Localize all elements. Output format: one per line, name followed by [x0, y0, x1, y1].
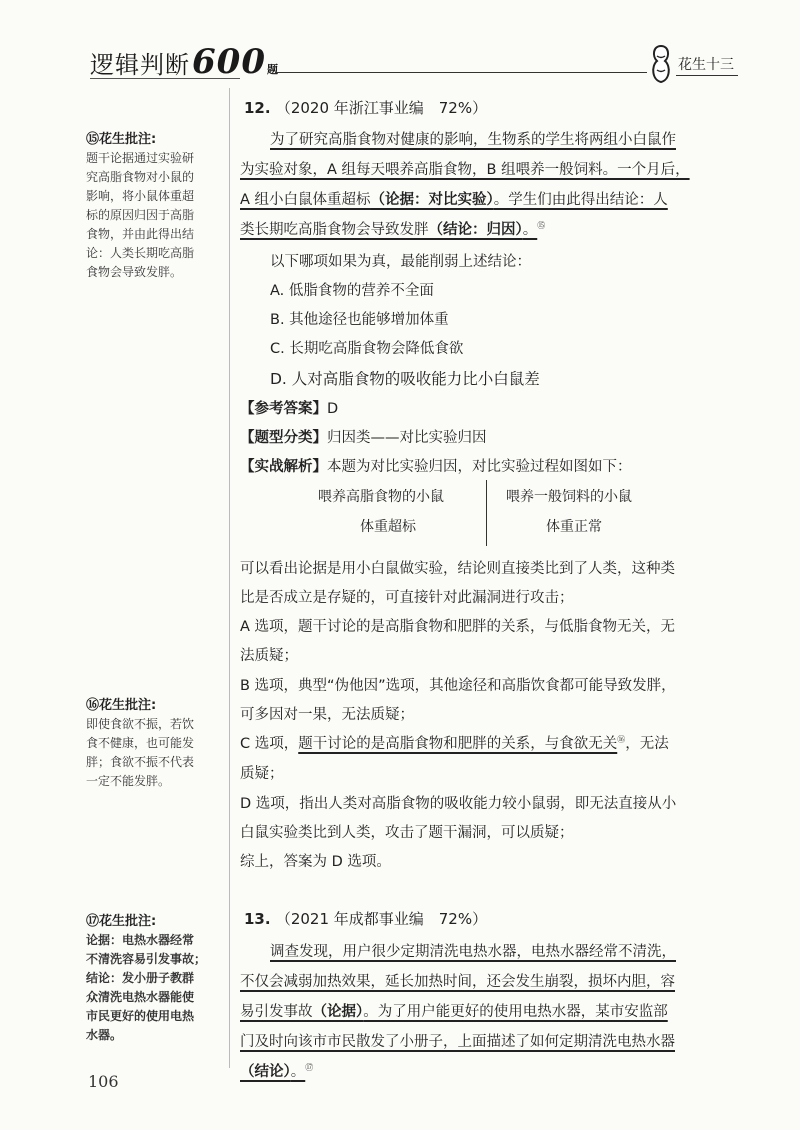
q12-stem-conclusion: 类长期吃高脂食物会导致发胖 [240, 222, 429, 238]
q12-stem-end: 。 [522, 222, 538, 238]
analysis-tail-4: 综上，答案为 D 选项。 [240, 854, 391, 870]
q12-stem-evidence: A 组小白鼠体重超标 [240, 192, 371, 208]
compare-right-top: 喂养一般饲料的小鼠 [506, 489, 632, 505]
analysis-tail-2: D 选项，指出人类对高脂食物的吸收能力较小鼠弱，即无法直接从小 [240, 796, 677, 812]
c-suffix: ，无法 [625, 736, 669, 752]
book-title-number: 600 [192, 42, 266, 82]
analysis-line-5: B 选项，典型“伪他因”选项，其他途径和高脂饮食都可能导致发胖， [240, 678, 676, 694]
type-value: 归因类——对比实验归因 [327, 430, 487, 446]
analysis-line-2: 比是否成立是存疑的，可直接针对此漏洞进行攻击； [240, 590, 574, 606]
q12-stem-line-2: 为实验对象，A 组每天喂养高脂食物，B 组喂养一般饲料。一个月后， [240, 162, 690, 178]
c-prefix: C 选项， [240, 736, 299, 752]
header-underline [90, 78, 240, 79]
note-15-line: 标的原因归因于高脂 [86, 208, 195, 222]
q12-option-c: C. 长期吃高脂食物会降低食欲 [270, 341, 464, 357]
question-12-header [244, 97, 487, 118]
q12-option-a: A. 低脂食物的营养不全面 [270, 283, 434, 299]
q12-stem-line-4 [240, 218, 545, 239]
header-rule [275, 72, 647, 73]
type-label: 【题型分类】 [240, 430, 327, 446]
note-17-title: ⑰花生批注: [86, 914, 157, 929]
question-number: 13. [244, 910, 271, 928]
book-title [90, 42, 279, 82]
margin-divider [229, 88, 230, 1068]
analysis-line-6: 可多因对一果，无法质疑； [240, 707, 414, 723]
compare-left-bottom: 体重超标 [360, 519, 416, 535]
compare-left-top: 喂养高脂食物的小鼠 [318, 489, 444, 505]
note-15-line: 食物，并由此得出结 [86, 227, 195, 241]
analysis-tail-3: 白鼠实验类比到人类，攻击了题干漏洞，可以质疑； [240, 825, 574, 841]
note-15-line: 食物会导致发胖。 [86, 265, 183, 279]
note-17-line: 市民更好的使用电热 [86, 1009, 195, 1023]
compare-right-bottom: 体重正常 [546, 519, 602, 535]
note-15-line: 究高脂食物对小鼠的 [86, 170, 195, 184]
book-title-suffix: 题 [266, 63, 279, 76]
note-17-line: 众清洗电热水器能使 [86, 990, 195, 1004]
question-number: 12. [244, 99, 271, 117]
note-15-line: 论：人类长期吃高脂 [86, 246, 195, 260]
q12-evidence-tag: （论据：对比实验） [370, 192, 494, 208]
note-17-line: 不清洗容易引发事故； [86, 952, 207, 966]
q12-stem-continue: 。学生们由此得出结论：人 [493, 192, 668, 208]
note-16-line: 一定不能发胖。 [86, 774, 171, 788]
note-16-title: ⑯花生批注: [86, 698, 157, 713]
analysis-line-1: 可以看出论据是用小白鼠做实验，结论则直接类比到了人类，这种类 [240, 561, 675, 577]
q12-option-d: D. 人对高脂食物的吸收能力比小白鼠差 [270, 370, 540, 388]
page-number: 106 [88, 1072, 119, 1091]
q13-conclusion-tag: （结论） [240, 1064, 291, 1080]
note-15-line: 影响，将小鼠体重超 [86, 189, 195, 203]
peanut-logo-icon [648, 44, 674, 84]
series-label: 花生十三 [676, 54, 738, 76]
note-16-line: 胖；食欲不振不代表 [86, 755, 195, 769]
q12-type [240, 426, 487, 447]
q12-stem-line-3 [240, 188, 668, 209]
book-title-text: 逻辑判断 [90, 51, 190, 79]
footnote-marker-17: ⑰ [305, 1063, 314, 1073]
q12-stem-line-1: 为了研究高脂食物对健康的影响，生物系的学生将两组小白鼠作 [270, 132, 676, 148]
question-13-header [244, 908, 487, 929]
note-17-line: 结论：发小册子教群 [86, 971, 195, 985]
q13-stem-end: 。 [290, 1064, 306, 1080]
q12-prompt: 以下哪项如果为真，最能削弱上述结论： [270, 254, 531, 270]
compare-divider [486, 480, 487, 546]
note-15-title: ⑮花生批注: [86, 132, 157, 147]
question-source: （2021 年成都事业编 72%） [275, 910, 488, 928]
q12-answer [240, 397, 338, 418]
q12-analysis-intro [240, 455, 632, 476]
analysis-intro-text: 本题为对比实验归因，对比实验过程如图如下： [327, 459, 632, 475]
c-underlined: 题干讨论的是高脂食物和肥胖的关系，与食欲无关 [298, 736, 618, 752]
answer-label: 【参考答案】 [240, 401, 327, 417]
note-15-line: 题干论据通过实验研 [86, 151, 195, 165]
analysis-line-3: A 选项，题干讨论的是高脂食物和肥胖的关系，与低脂食物无关，无 [240, 619, 676, 635]
analysis-tail-1: 质疑； [240, 766, 284, 782]
q13-evidence-tag: （论据） [312, 1004, 364, 1020]
q13-stem-evidence: 易引发事故 [240, 1004, 313, 1020]
q13-stem-line-3 [240, 1000, 668, 1021]
question-source: （2020 年浙江事业编 72%） [275, 99, 488, 117]
analysis-label: 【实战解析】 [240, 459, 327, 475]
answer-value: D [327, 401, 339, 417]
footnote-marker-16: ⑯ [617, 735, 626, 745]
note-17-line: 水器。 [86, 1028, 123, 1042]
note-16-line: 即使食欲不振，若饮 [86, 717, 195, 731]
footnote-marker-15: ⑮ [537, 221, 546, 231]
note-16-line: 食不健康，也可能发 [86, 736, 195, 750]
q12-option-b: B. 其他途径也能够增加体重 [270, 312, 449, 328]
analysis-line-4: 法质疑； [240, 648, 298, 664]
q13-stem-continue: 。为了用户能更好的使用电热水器，某市安监部 [363, 1004, 668, 1020]
q12-conclusion-tag: （结论：归因） [428, 222, 523, 238]
q13-stem-line-2: 不仅会减弱加热效果，延长加热时间，还会发生崩裂，损坏内胆，容 [240, 974, 675, 990]
q13-stem-line-5 [240, 1060, 313, 1081]
note-17-line: 论据：电热水器经常 [86, 933, 195, 947]
analysis-line-c [240, 732, 669, 753]
q13-stem-line-1: 调查发现，用户很少定期清洗电热水器，电热水器经常不清洗， [270, 944, 676, 960]
q13-stem-line-4: 门及时向该市市民散发了小册子，上面描述了如何定期清洗电热水器 [240, 1034, 675, 1050]
